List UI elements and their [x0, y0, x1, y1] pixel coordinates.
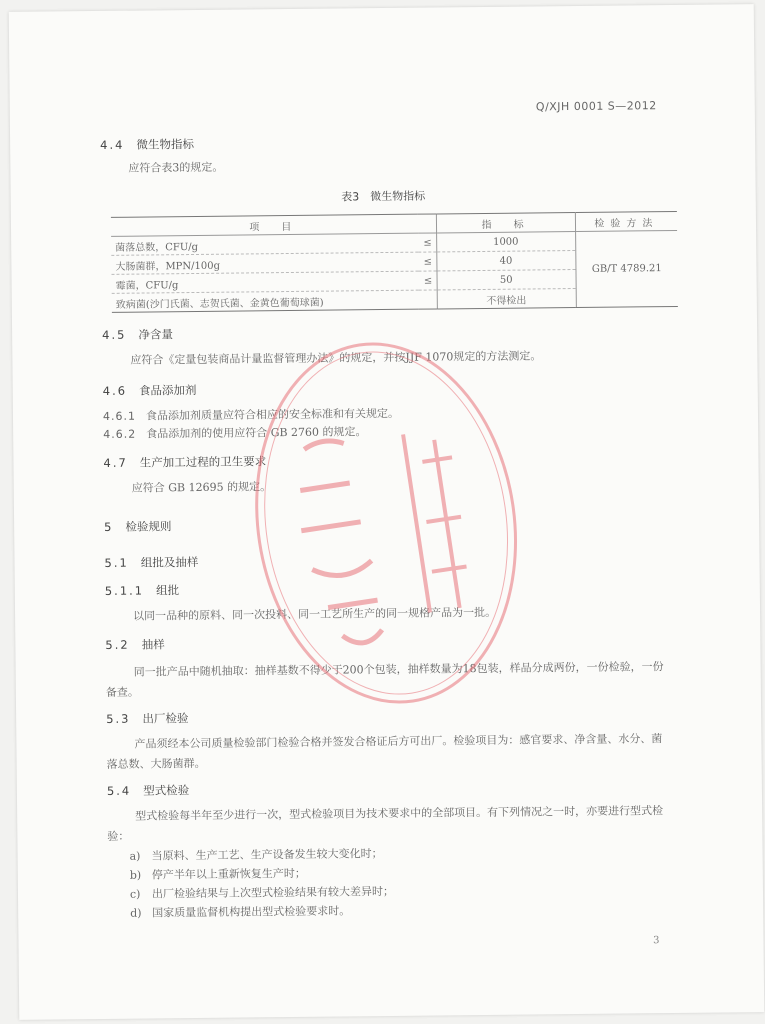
cell-symbol: ≤	[418, 252, 437, 271]
table-title: 表3 微生物指标	[341, 189, 426, 204]
cell-method: GB/T 4789.21	[575, 230, 678, 307]
standard-code: Q/XJH 0001 S—2012	[535, 99, 657, 114]
cell-item: 大肠菌群，MPN/100g	[111, 252, 418, 274]
page-number: 3	[653, 935, 660, 947]
cell-item: 霉菌，CFU/g	[111, 271, 418, 293]
heading-5-1-1: 5.1.1 组批	[104, 583, 180, 598]
heading-4-7: 4.7 生产加工过程的卫生要求	[103, 454, 267, 470]
text-5-1-1: 以同一品种的原料、同一次投料、同一工艺所生产的同一规格产品为一批。	[133, 605, 497, 623]
cell-value: 40	[436, 251, 575, 271]
list-item: a) 当原料、生产工艺、生产设备发生较大变化时；	[129, 847, 383, 863]
text-4-5: 应符合《定量包装商品计量监督管理办法》的规定，并按JJF 1070规定的方法测定。	[130, 349, 542, 367]
heading-4-5: 4.5 净含量	[102, 327, 173, 342]
cell-symbol: ≤	[418, 271, 437, 290]
cell-item: 致病菌(沙门氏菌、志贺氏菌、金黄色葡萄球菌)	[112, 290, 419, 312]
text-5-2: 同一批产品中随机抽取：抽样基数不得少于200个包装，抽样数量为18包装，样品分成两份，一份检验，一份备查。	[105, 660, 664, 699]
text-5-3: 产品须经本公司质量检验部门检验合格并签发合格证后方可出厂。检验项目为：感官要求、净含量、水分、菌落总数、大肠菌群。	[106, 732, 663, 771]
list-item: c) 出厂检验结果与上次型式检验结果有较大差异时；	[129, 884, 395, 901]
heading-5-2: 5.2 抽样	[105, 637, 165, 652]
text-4-7: 应符合 GB 12695 的规定。	[131, 480, 272, 495]
header-item: 项 目	[111, 214, 436, 236]
cell-symbol	[418, 290, 437, 309]
cell-item: 菌落总数，CFU/g	[111, 233, 418, 255]
text-4-6-2: 4.6.2 食品添加剂的使用应符合 GB 2760 的规定。	[103, 425, 367, 441]
header-index: 指 标	[436, 213, 575, 233]
text-4-6-1: 4.6.1 食品添加剂质量应符合相应的安全标准和有关规定。	[102, 406, 400, 423]
heading-5-4: 5.4 型式检验	[106, 783, 190, 798]
microbial-table	[111, 211, 678, 313]
heading-5-3: 5.3 出厂检验	[106, 711, 189, 726]
heading-4-6: 4.6 食品添加剂	[102, 382, 197, 398]
document-page	[9, 4, 765, 1020]
list-item: d) 国家质量监督机构提出型式检验要求时。	[130, 904, 351, 920]
cell-value: 不得检出	[437, 289, 576, 309]
heading-5: 5 检验规则	[104, 519, 172, 534]
header-method: 检验方法	[575, 211, 677, 231]
text-4-4: 应符合表3的规定。	[128, 160, 224, 175]
heading-5-1: 5.1 组批及抽样	[104, 554, 199, 570]
text-5-4: 型式检验每半年至少进行一次，型式检验项目为技术要求中的全部项目。有下列情况之一时，亦要进行型式检验：	[107, 804, 664, 843]
heading-4-4: 4.4 微生物指标	[100, 136, 195, 152]
cell-symbol: ≤	[418, 233, 437, 252]
cell-value: 50	[437, 270, 576, 290]
list-item: b) 停产半年以上重新恢复生产时；	[129, 866, 306, 882]
cell-value: 1000	[436, 232, 575, 252]
